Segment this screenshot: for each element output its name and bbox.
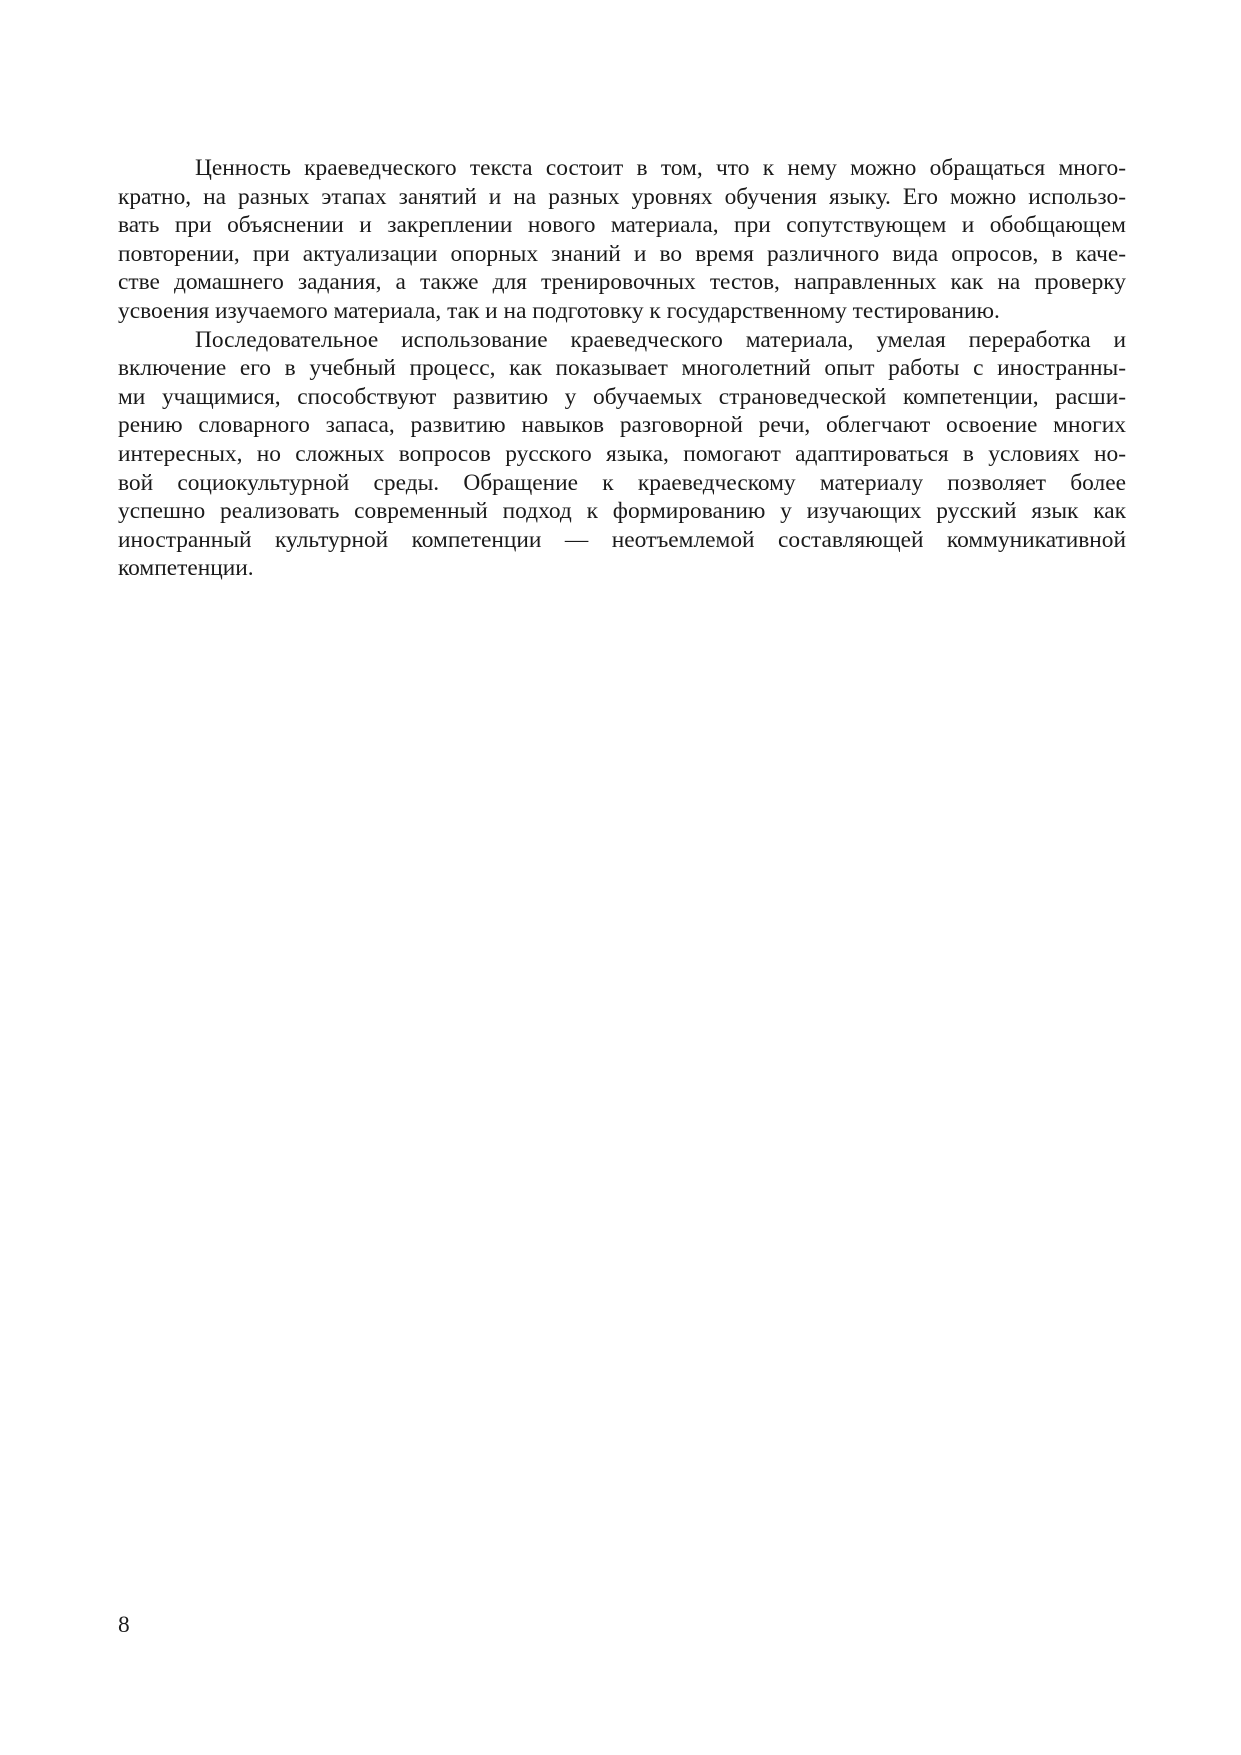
text-line: рению словарного запаса, развитию навыков разговорной речи, облегчают освоение многих xyxy=(118,412,1126,439)
page-number: 8 xyxy=(118,1612,130,1638)
text-line: Последовательное использование краеведческого материала, умелая переработка и xyxy=(195,326,1126,353)
text-line: стве домашнего задания, а также для тренировочных тестов, направленных как на проверку xyxy=(118,269,1126,296)
text-line: интересных, но сложных вопросов русского языка, помогают адаптироваться в условиях но- xyxy=(118,440,1126,467)
text-line: компетенции. xyxy=(118,555,254,582)
text-line: иностранный культурной компетенции — неотъемлемой составляющей коммуникативной xyxy=(118,526,1126,553)
text-line: вой социокультурной среды. Обращение к краеведческому материалу позволяет более xyxy=(118,469,1126,496)
text-line: усвоения изучаемого материала, так и на подготовку к государственному тестированию. xyxy=(118,297,1000,324)
text-line: вать при объяснении и закреплении нового материала, при сопутствующем и обобщающем xyxy=(118,212,1126,239)
text-line: ми учащимися, способствуют развитию у обучаемых страноведческой компетенции, расши- xyxy=(118,383,1126,410)
body-text xyxy=(118,154,1126,583)
text-line: кратно, на разных этапах занятий и на разных уровнях обучения языку. Его можно использо- xyxy=(118,183,1126,210)
text-line: включение его в учебный процесс, как показывает многолетний опыт работы с иностранны- xyxy=(118,355,1126,382)
text-line: Ценность краеведческого текста состоит в том, что к нему можно обращаться много- xyxy=(195,155,1126,181)
text-line: успешно реализовать современный подход к формированию у изучающих русский язык как xyxy=(118,498,1126,525)
paragraph-2 xyxy=(118,326,1126,583)
paragraph-1 xyxy=(118,154,1126,326)
text-line: повторении, при актуализации опорных знаний и во время различного вида опросов, в каче- xyxy=(118,240,1126,267)
